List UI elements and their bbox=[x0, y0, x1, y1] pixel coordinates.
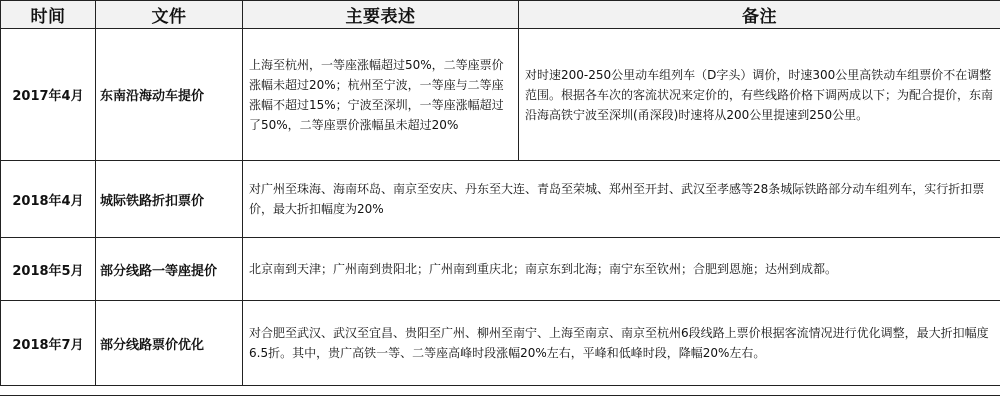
cell-main: 上海至杭州，一等座涨幅超过50%，二等座票价涨幅未超过20%；杭州至宁波，一等座与二等座涨幅不超过15%；宁波至深圳，一等座涨幅超过了50%，二等座票价涨幅虽未超过20% bbox=[243, 29, 519, 161]
cell-time: 2017年4月 bbox=[1, 29, 96, 161]
header-main: 主要表述 bbox=[243, 1, 519, 29]
table-row bbox=[1, 238, 1000, 301]
header-row bbox=[1, 1, 1000, 29]
cell-note: 对时速200-250公里动车组列车（D字头）调价，时速300公里高铁动车组票价不在调整范围。根据各车次的客流状况来定价的，有些线路价格下调两成以下；为配合提价，东南沿海高铁宁波至深圳(甬深段)时速将从200公里提速到250公里。 bbox=[519, 29, 1000, 161]
header-note: 备注 bbox=[519, 1, 1000, 29]
table-row bbox=[1, 161, 1000, 238]
cell-time: 2018年4月 bbox=[1, 161, 96, 238]
table-row bbox=[1, 29, 1000, 161]
cell-file: 城际铁路折扣票价 bbox=[96, 161, 243, 238]
cell-file: 部分线路一等座提价 bbox=[96, 238, 243, 301]
header-file: 文件 bbox=[96, 1, 243, 29]
cell-main: 北京南到天津；广州南到贵阳北；广州南到重庆北；南京东到北海；南宁东至钦州；合肥到恩施；达州到成都。 bbox=[243, 238, 1000, 301]
header-time: 时间 bbox=[1, 1, 96, 29]
cell-time: 2018年7月 bbox=[1, 301, 96, 386]
bottom-rule bbox=[0, 395, 1000, 396]
cell-time: 2018年5月 bbox=[1, 238, 96, 301]
cell-file: 部分线路票价优化 bbox=[96, 301, 243, 386]
table-row bbox=[1, 301, 1000, 386]
cell-main: 对合肥至武汉、武汉至宜昌、贵阳至广州、柳州至南宁、上海至南京、南京至杭州6段线路上票价根据客流情况进行优化调整，最大折扣幅度6.5折。其中，贵广高铁一等、二等座高峰时段涨幅20%左右，平峰和低峰时段，降幅20%左右。 bbox=[243, 301, 1000, 386]
cell-file: 东南沿海动车提价 bbox=[96, 29, 243, 161]
cell-main: 对广州至珠海、海南环岛、南京至安庆、丹东至大连、青岛至荣城、郑州至开封、武汉至孝感等28条城际铁路部分动车组列车，实行折扣票价，最大折扣幅度为20% bbox=[243, 161, 1000, 238]
